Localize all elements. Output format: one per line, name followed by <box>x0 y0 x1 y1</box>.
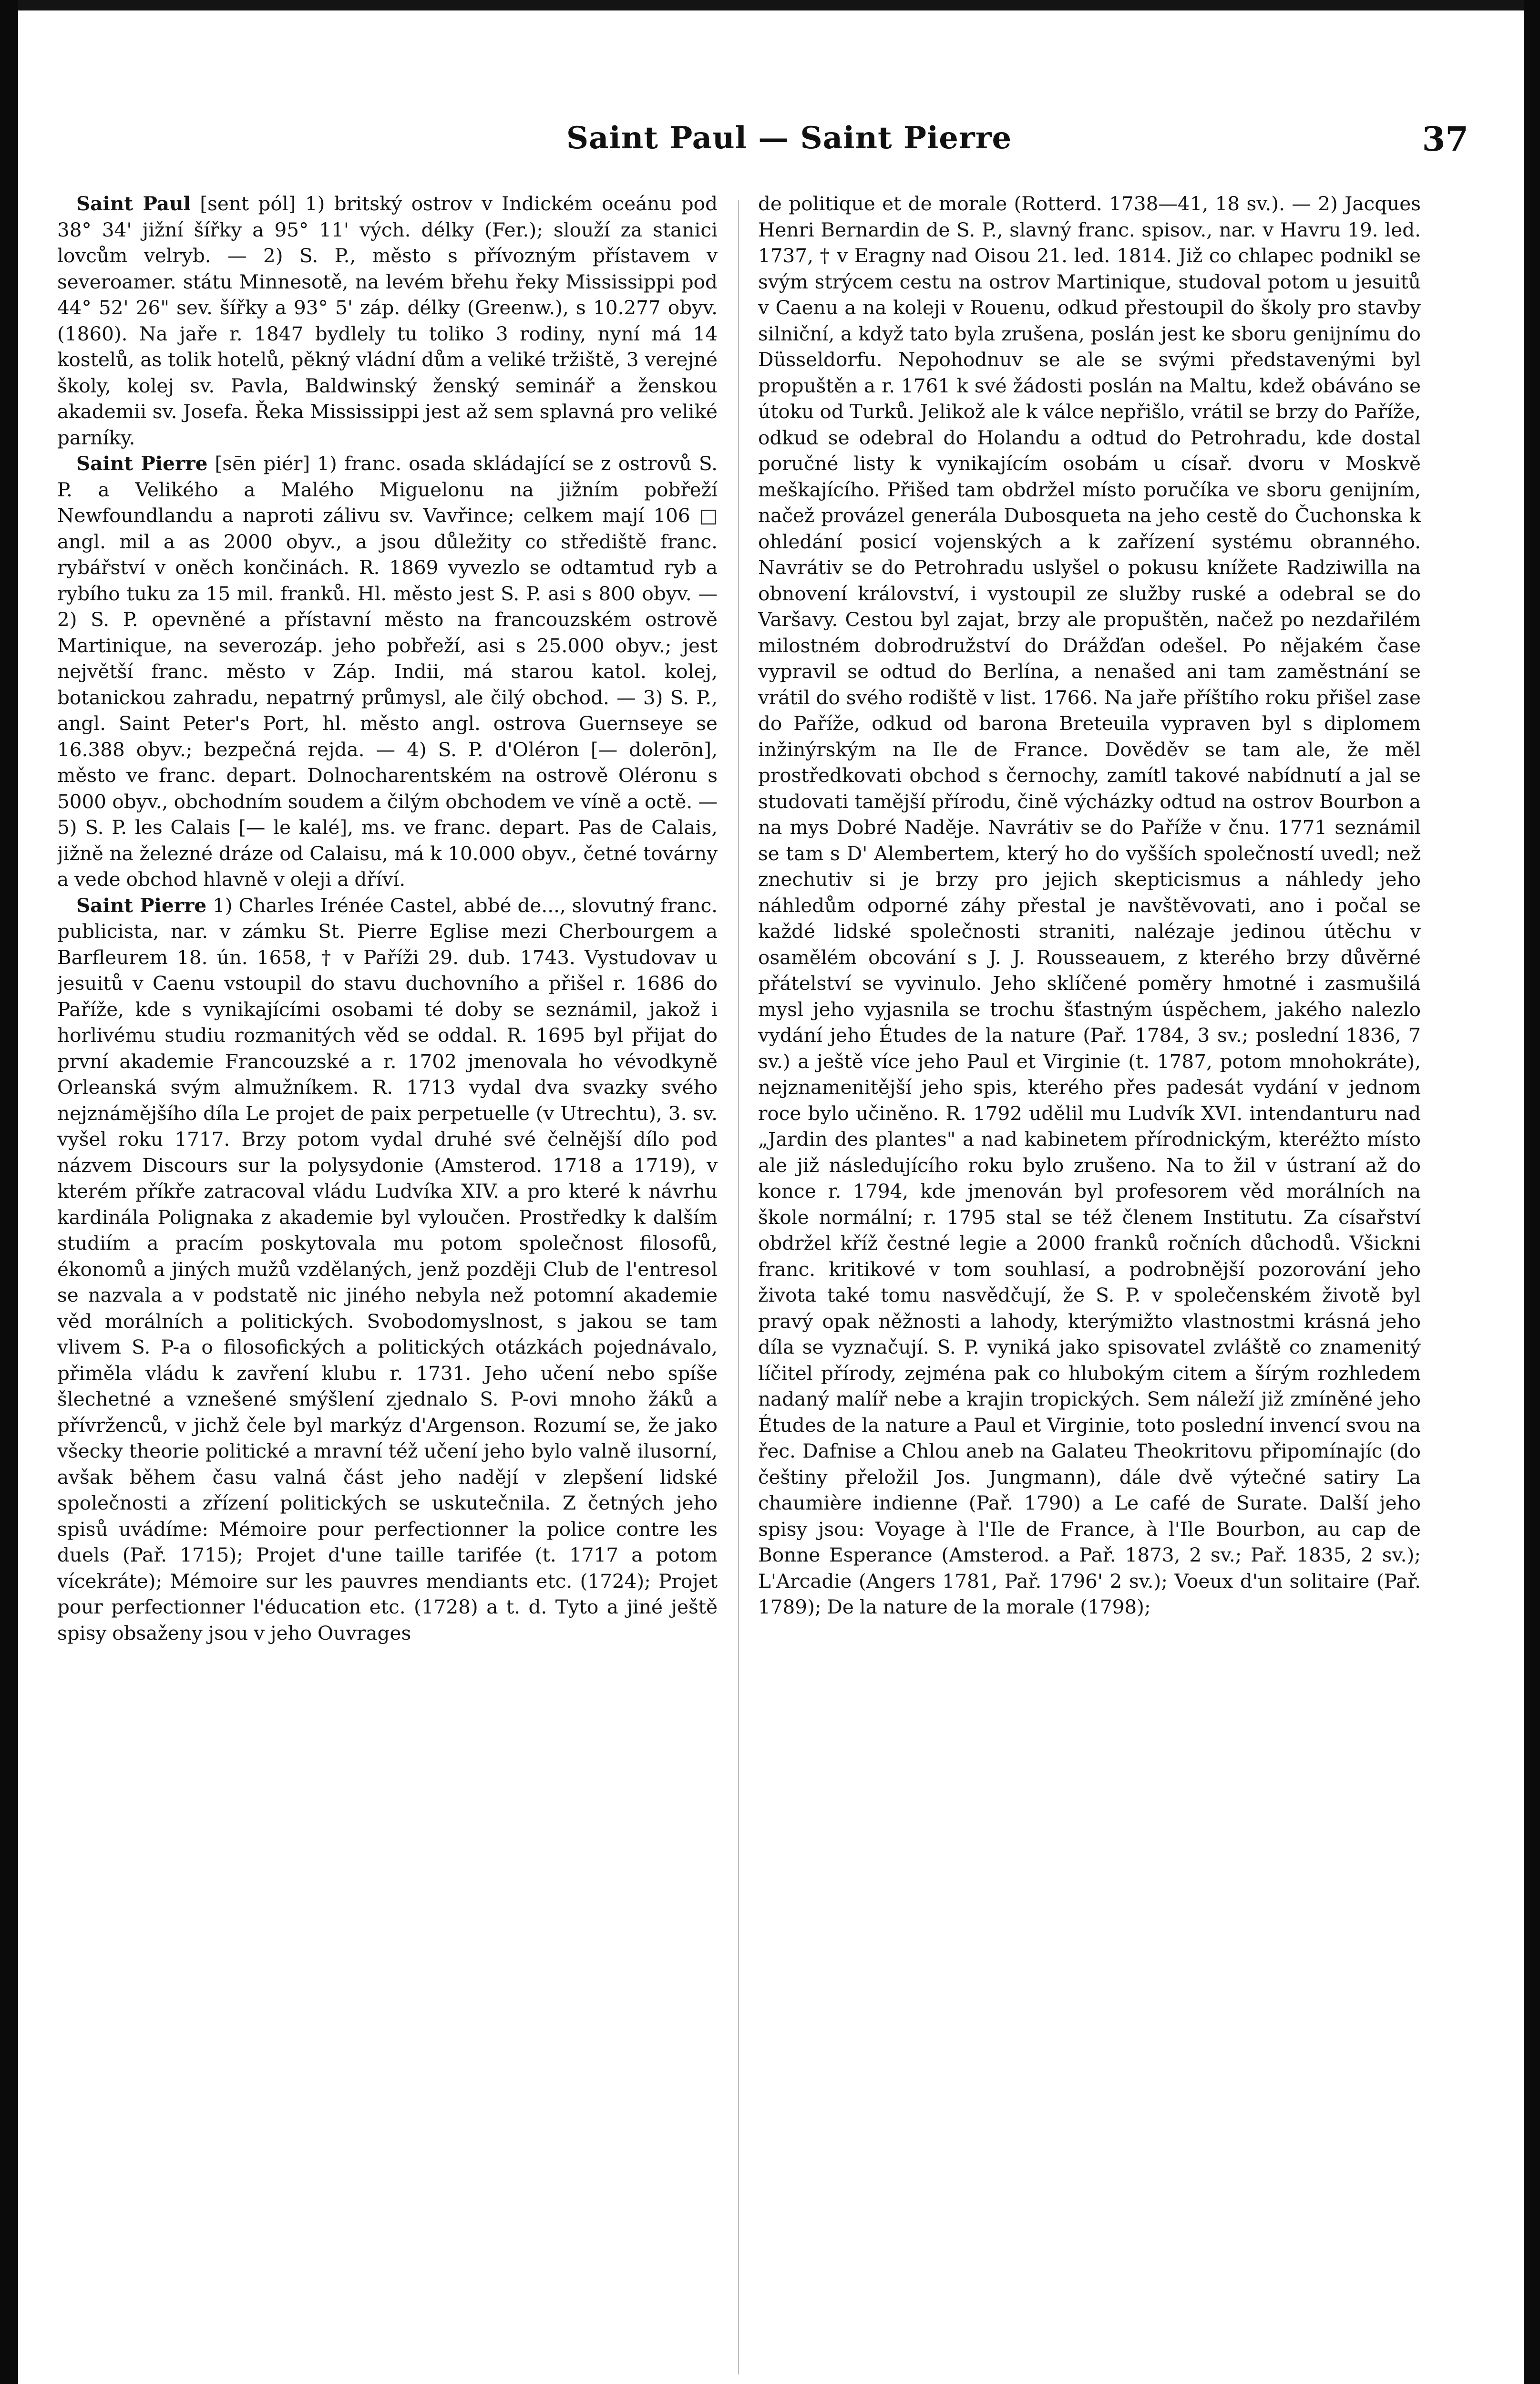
page-header <box>110 111 1468 163</box>
entry-text: de politique et de morale (Rotterd. 1738—41, 18 sv.). — 2) Jacques Henri Bernardin de S. P., slavný franc. spisov., nar. v Havru 19. led. 1737, † v Eragny nad Oisou 21. led. 1814. Již co chlapec podnikl se svým strýcem cestu na ostrov Martinique, studoval potom u jesuitů v Caenu a na koleji v Rouenu, odkud přestoupil do školy pro stavby silniční, a když tato byla zrušena, poslán jest ke sboru genijnímu do Düsseldorfu. Nepohodnuv se ale se svými představenými byl propuštěn a r. 1761 k své žádosti poslán na Maltu, kdež obáváno se útoku od Turků. Jelikož ale k válce nepřišlo, vrátil se brzy do Paříže, odkud se odebral do Holandu a odtud do Petrohradu, kde dostal poručné listy k vynikajícím osobám u císař. dvoru v Moskvě meškajícího. Přišed tam obdržel místo poručíka ve sboru genijním, načež provázel generála Dubosqueta na jeho cestě do Čuchonska k ohledání posicí vojenských a k zařízení systému obranného. Navrátiv se do Petrohradu uslyšel o pokusu knížete Radziwilla na obnovení království, i vystoupil ze služby ruské a odebral se do Varšavy. Cestou byl zajat, brzy ale propuštěn, načež po nezdařilém milostném dobrodružství do Drážďan odešel. Po nějakém čase vypravil se odtud do Berlína, a nenašed ani tam zaměstnání se vrátil do svého rodiště v list. 1766. Na jaře příštího roku přišel zase do Paříže, odkud od barona Breteuila vypraven byl s diplomem inžinýrským na Ile de France. Dověděv se tam ale, že měl prostředkovati obchod s černochy, zamítl takové nabídnutí a jal se studovati tamější přírodu, čině výcházky odtud na ostrov Bourbon a na mys Dobré Naděje. Navrátiv se do Paříže v čnu. 1771 seznámil se tam s D' Alembertem, který ho do vyšších společností uvedl; než znechutiv si je brzy pro jejich skepticismus a náhledy jeho náhledům odporné záhy přestal je navštěvovati, ano i počal se každé lidské společnosti straniti, nalézaje jedinou útěchu v osamělém obcování s J. J. Rousseauem, z kterého brzy důvěrné přátelství se vyvinulo. Jeho sklíčené poměry hmotné i zasmušilá mysl jeho vyjasnila se trochu šťastným úspěchem, jakého nalezlo vydání jeho Études de la nature (Pař. 1784, 3 sv.; poslední 1836, 7 sv.) a ještě více jeho Paul et Virginie (t. 1787, potom mnohokráte), nejznamenitější jeho spis, kterého přes padesát vydání v jednom roce bylo učiněno. R. 1792 udělil mu Ludvík XVI. intendanturu nad „Jardin des plantes" a nad kabinetem přírodnickým, kteréžto místo ale již následujícího roku bylo zrušeno. Na to žil v ústraní až do konce r. 1794, kde jmenován byl profesorem věd morálních na škole normální; r. 1795 stal se též členem Institutu. Za císařství obdržel kříž čestné legie a 2000 franků ročních důchodů. Všickni franc. kritikové v tom souhlasí, a podrobnější pozorování jeho života také tomu nasvědčují, že S. P. v společenském životě byl pravý opak něžnosti a lahody, kterýmižto vlastnostmi krásná jeho díla se vyznačují. S. P. vyniká jako spisovatel zvláště co znamenitý líčitel přírody, zejména pak co hlubokým citem a šírým rozhledem nadaný malíř nebe a krajin tropických. Sem náleží již zmíněné jeho Études de la nature a Paul et Virginie, toto poslední invencí svou na řec. Dafnise a Chlou aneb na Galateu Theokritovu připomínajíc (do češtiny přeložil Jos. Jungmann), dále dvě výtečné satiry La chaumière indienne (Pař. 1790) a Le café de Surate. Další jeho spisy jsou: Voyage à l'Ile de France, à l'Ile Bourbon, au cap de Bonne Esperance (Amsterod. a Pař. 1873, 2 sv.; Pař. 1835, 2 sv.); L'Arcadie (Angers 1781, Pař. 1796' 2 sv.); Voeux d'un solitaire (Pař. 1789); De la nature de la morale (1798); <box>758 192 1421 1618</box>
page-number: 37 <box>1422 119 1468 159</box>
entry-continuation <box>758 191 1421 1620</box>
entry-headword: Saint Pierre <box>76 894 207 917</box>
entry-paragraph <box>57 893 718 1646</box>
entry-headword: Saint Paul <box>76 192 191 215</box>
scan-border-top <box>0 0 1540 10</box>
entry-text: 1) Charles Irénée Castel, abbé de..., slovutný franc. publicista, nar. v zámku St. Pierre Eglise mezi Cherbourgem a Barfleurem 18. ún. 1658, † v Paříži 29. dub. 1743. Vystudovav u jesuitů v Caenu vstoupil do stavu duchovního a přišel r. 1686 do Paříže, kde s vynikajícími osobami té doby se seznámil, jakož i horlivému studiu rozmanitých věd se oddal. R. 1695 byl přijat do první akademie Francouzské a r. 1702 jmenovala ho vévodkyně Orleanská svým almužníkem. R. 1713 vydal dva svazky svého nejznámějšího díla Le projet de paix perpetuelle (v Utrechtu), 3. sv. vyšel roku 1717. Brzy potom vydal druhé své čelnější dílo pod názvem Discours sur la polysydonie (Amsterod. 1718 a 1719), v kterém příkře zatracoval vládu Ludvíka XIV. a pro které k návrhu kardinála Polignaka z akademie byl vyloučen. Prostředky k dalším studiím a pracím poskytovala mu potom společnost filosofů, ékonomů a jiných mužů vzdělaných, jenž později Club de l'entresol se nazvala a v podstatě nic jiného nebyla než potomní akademie věd morálních a politických. Svobodomyslnost, s jakou se tam vlivem S. P-a o filosofických a politických otázkách pojednávalo, přiměla vládu k zavření klubu r. 1731. Jeho učení nebo spíše šlechetné a vznešené smýšlení zjednalo S. P-ovi mnoho žáků a přívrženců, v jichž čele byl markýz d'Argenson. Rozumí se, že jako všecky theorie politické a mravní též učení jeho bylo valně ilusorní, avšak během času valná část jeho nadějí v zlepšení lidské společnosti a zřízení politických se uskutečnila. Z četných jeho spisů uvádíme: Mémoire pour perfectionner la police contre les duels (Pař. 1715); Projet d'une taille tarifée (t. 1717 a potom vícekráte); Mémoire sur les pauvres mendiants etc. (1724); Projet pour perfectionner l'éducation etc. (1728) a t. d. Tyto a jiné ještě spisy obsaženy jsou v jeho Ouvrages <box>57 894 718 1644</box>
scan-border-left <box>0 0 18 2384</box>
entry-paragraph <box>57 451 718 893</box>
running-title: Saint Paul — Saint Pierre <box>566 120 1012 156</box>
entry-text: [sēn piér] 1) franc. osada skládající se z ostrovů S. P. a Velikého a Malého Miguelonu na jižním pobřeží Newfoundlandu a naproti zálivu sv. Vavřince; celkem mají 106 □ angl. mil a as 2000 obyv., a jsou důležity co střediště franc. rybářství v oněch končinách. R. 1869 vyvezlo se odtamtud ryb a rybího tuku za 15 mil. franků. Hl. město jest S. P. asi s 800 obyv. — 2) S. P. opevněné a přístavní město na francouzském ostrově Martinique, na severozáp. jeho pobřeží, asi s 25.000 obyv.; jest největší franc. město v Záp. Indii, má starou katol. kolej, botanickou zahradu, nepatrný průmysl, ale čilý obchod. — 3) S. P., angl. Saint Peter's Port, hl. město angl. ostrova Guernseye se 16.388 obyv.; bezpečná rejda. — 4) S. P. d'Oléron [— dolerōn], město ve franc. depart. Dolnocharentském na ostrově Oléronu s 5000 obyv., obchodním soudem a čilým obchodem ve víně a octě. — 5) S. P. les Calais [— le kalé], ms. ve franc. depart. Pas de Calais, jižně na železné dráze od Calaisu, má k 10.000 obyv., četné továrny a vede obchod hlavně v oleji a dříví. <box>57 452 718 891</box>
left-column <box>57 191 718 2384</box>
entry-text: [sent pól] 1) britský ostrov v Indickém oceánu pod 38° 34' jižní šířky a 95° 11' vých. délky (Fer.); slouží za stanici lovcům velryb. — 2) S. P., město s přívozným přístavem v severoamer. státu Minnesotě, na levém břehu řeky Mississippi pod 44° 52' 26" sev. šířky a 93° 5' záp. délky (Greenw.), s 10.277 obyv. (1860). Na jaře r. 1847 bydlely tu toliko 3 rodiny, nyní má 14 kostelů, as tolik hotelů, pěkný vládní dům a veliké tržiště, 3 verejné školy, kolej sv. Pavla, Baldwinský ženský seminář a ženskou akademii sv. Josefa. Řeka Mississippi jest až sem splavná pro veliké parníky. <box>57 192 718 449</box>
entry-headword: Saint Pierre <box>76 452 208 475</box>
entry-paragraph <box>57 191 718 451</box>
right-column <box>758 191 1421 2384</box>
scan-border-right <box>1524 0 1540 2384</box>
column-gutter <box>738 200 739 2374</box>
